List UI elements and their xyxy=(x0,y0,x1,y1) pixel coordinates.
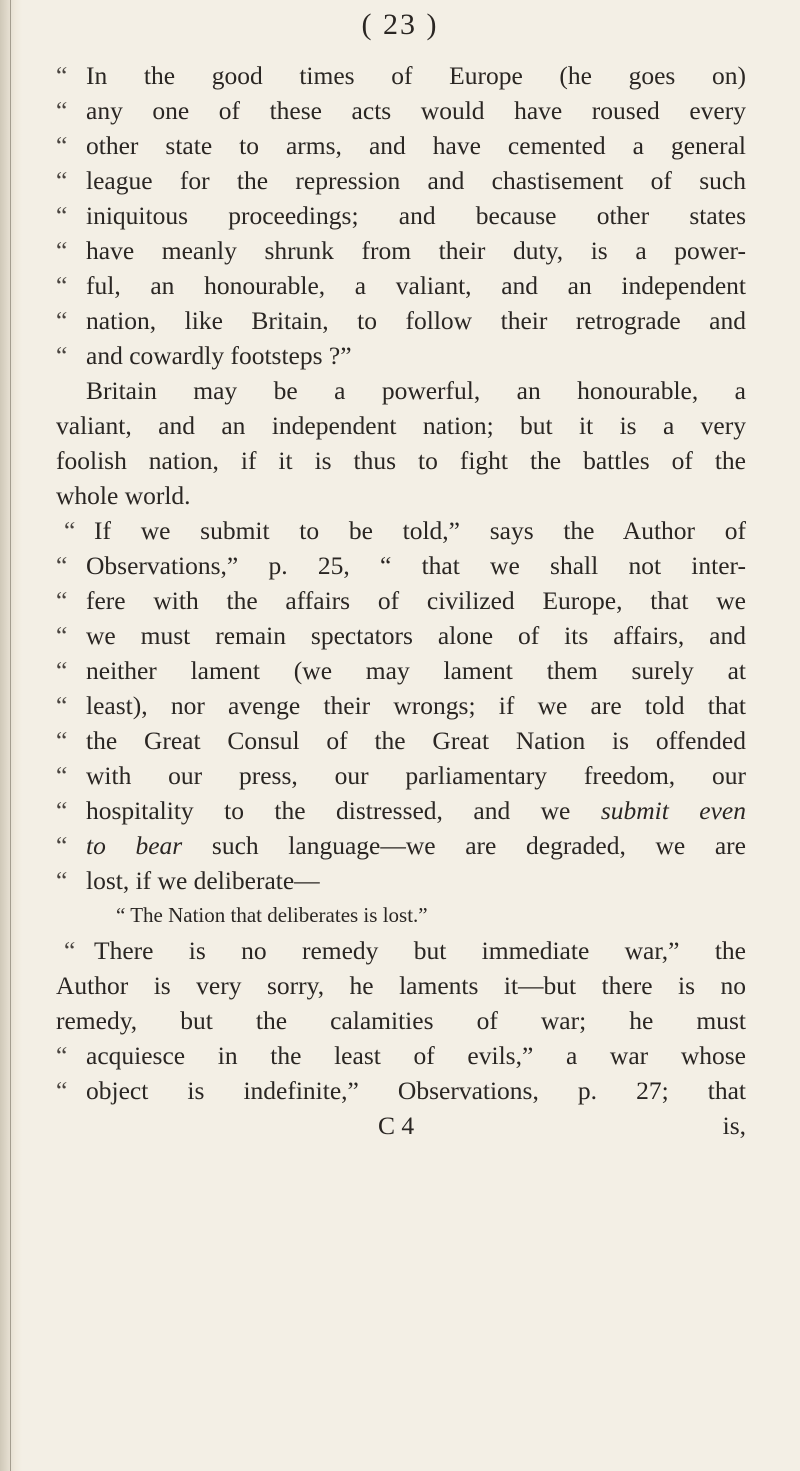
text-line xyxy=(56,373,746,408)
line-text: any one of these acts would have roused every xyxy=(86,96,746,125)
quote-mark: “ xyxy=(56,271,68,300)
line-text: neither lament (we may lament them surely at xyxy=(86,656,746,685)
line-text: have meanly shrunk from their duty, is a power- xyxy=(86,236,746,265)
text-line xyxy=(56,583,746,618)
text-line xyxy=(56,408,746,443)
quote-mark: “ xyxy=(56,656,68,685)
quote-mark: “ xyxy=(56,621,68,650)
signature-line xyxy=(56,1108,746,1143)
quote-mark: “ xyxy=(56,1076,68,1105)
catchword: is, xyxy=(722,1111,746,1140)
text-line xyxy=(56,758,746,793)
quote-mark: “ xyxy=(56,166,68,195)
quote-mark: “ xyxy=(64,516,76,545)
text-line xyxy=(56,513,746,548)
text-line xyxy=(56,653,746,688)
quote-mark: “ xyxy=(56,761,68,790)
text-line xyxy=(56,128,746,163)
text-line xyxy=(56,863,746,898)
body-text xyxy=(56,58,746,1143)
text-line xyxy=(56,338,746,373)
quote-mark: “ xyxy=(64,936,76,965)
text-line xyxy=(56,58,746,93)
line-text: the Great Consul of the Great Nation is offended xyxy=(86,726,746,755)
text-line xyxy=(56,163,746,198)
line-text: lost, if we deliberate— xyxy=(86,866,320,895)
quote-mark: “ xyxy=(56,236,68,265)
italic-emphasis: to bear xyxy=(86,831,183,860)
line-text: foolish nation, if it is thus to fight the battles of the xyxy=(56,446,746,475)
quote-mark: “ xyxy=(56,831,68,860)
text-line xyxy=(56,933,746,968)
binding-gutter-line xyxy=(10,0,11,1471)
line-text: Observations,” p. 25, “ that we shall not inter- xyxy=(86,551,746,580)
line-text: and cowardly footsteps ?” xyxy=(86,341,352,370)
line-text: “ The Nation that deliberates is lost.” xyxy=(116,903,428,927)
line-text: valiant, and an independent nation; but it is a very xyxy=(56,411,746,440)
line-text: nation, like Britain, to follow their retrograde and xyxy=(86,306,746,335)
line-text: ful, an honourable, a valiant, and an independent xyxy=(86,271,746,300)
text-line xyxy=(56,793,746,828)
quote-mark: “ xyxy=(56,1041,68,1070)
line-text: whole world. xyxy=(56,481,191,510)
line-text: iniquitous proceedings; and because other states xyxy=(86,201,746,230)
line-text: other state to arms, and have cemented a general xyxy=(86,131,746,160)
line-text: object is indefinite,” Observations, p. 27; that xyxy=(86,1076,746,1105)
quote-mark: “ xyxy=(56,341,68,370)
page-binding-edge xyxy=(0,0,22,1471)
quote-mark: “ xyxy=(56,796,68,825)
text-line xyxy=(56,968,746,1003)
text-line xyxy=(56,723,746,758)
text-line xyxy=(56,93,746,128)
line-text: we must remain spectators alone of its affairs, and xyxy=(86,621,746,650)
line-text: acquiesce in the least of evils,” a war whose xyxy=(86,1041,746,1070)
line-text: to bear such language—we are degraded, we are xyxy=(86,831,746,860)
quote-mark: “ xyxy=(56,691,68,720)
quote-mark: “ xyxy=(56,306,68,335)
text-line xyxy=(56,1003,746,1038)
text-line xyxy=(56,688,746,723)
text-line xyxy=(56,618,746,653)
signature-mark: C 4 xyxy=(378,1111,415,1140)
text-line xyxy=(56,303,746,338)
text-line xyxy=(56,198,746,233)
quote-mark: “ xyxy=(56,726,68,755)
text-line xyxy=(56,1073,746,1108)
quote-mark: “ xyxy=(56,586,68,615)
quote-mark: “ xyxy=(56,201,68,230)
line-text: In the good times of Europe (he goes on) xyxy=(86,61,746,90)
line-text: league for the repression and chastisement of such xyxy=(86,166,746,195)
text-line xyxy=(56,828,746,863)
line-text: If we submit to be told,” says the Author of xyxy=(94,516,746,545)
page-number-header: ( 23 ) xyxy=(361,8,439,41)
quote-mark: “ xyxy=(56,96,68,125)
line-text: least), nor avenge their wrongs; if we are told that xyxy=(86,691,746,720)
text-line xyxy=(56,548,746,583)
line-text: hospitality to the distressed, and we submit even xyxy=(86,796,746,825)
quote-mark: “ xyxy=(56,866,68,895)
line-text: Britain may be a powerful, an honourable, a xyxy=(86,376,746,405)
line-text: with our press, our parliamentary freedom, our xyxy=(86,761,746,790)
text-line xyxy=(56,443,746,478)
quote-mark: “ xyxy=(56,61,68,90)
quote-mark: “ xyxy=(56,131,68,160)
text-line xyxy=(56,268,746,303)
italic-emphasis: submit even xyxy=(600,796,746,825)
text-line xyxy=(56,233,746,268)
line-text: remedy, but the calamities of war; he must xyxy=(56,1006,746,1035)
line-text: There is no remedy but immediate war,” the xyxy=(94,936,746,965)
text-line xyxy=(56,1038,746,1073)
line-text: Author is very sorry, he laments it—but there is no xyxy=(56,971,746,1000)
quote-mark: “ xyxy=(56,551,68,580)
text-line xyxy=(56,478,746,513)
line-text: fere with the affairs of civilized Europe, that we xyxy=(86,586,746,615)
quoted-maxim xyxy=(56,898,746,933)
